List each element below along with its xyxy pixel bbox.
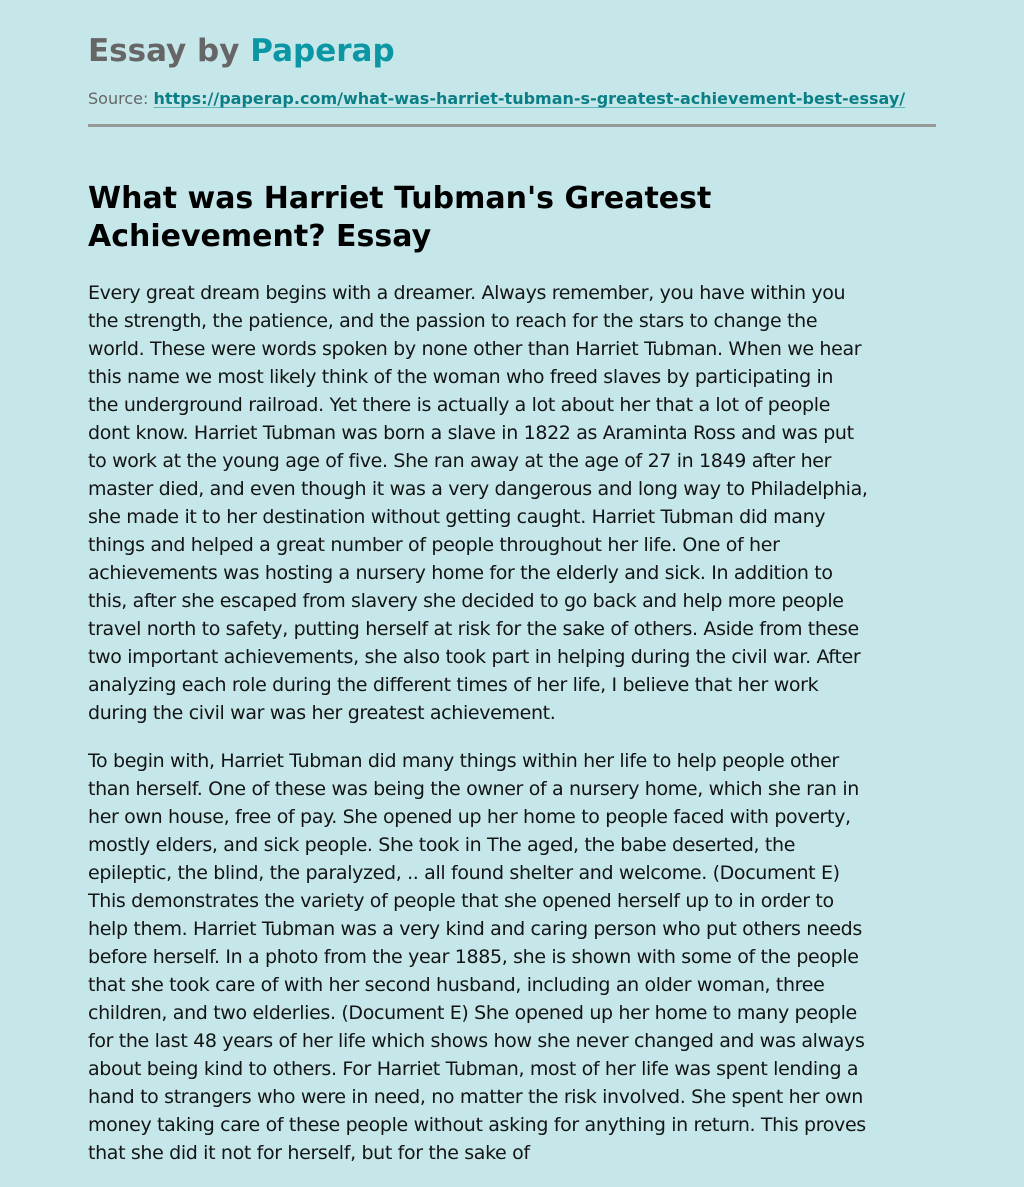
paragraph-line: the underground railroad. Yet there is actually a lot about her that a lot of people (88, 394, 831, 416)
paragraph-line: for the last 48 years of her life which shows how she never changed and was always (88, 1030, 865, 1052)
paragraph-line: two important achievements, she also took part in helping during the civil war. After (88, 646, 861, 668)
paragraph-line: during the civil war was her greatest achievement. (88, 702, 556, 724)
paragraph-line: this, after she escaped from slavery she decided to go back and help more people (88, 590, 844, 612)
source-label: Source: (88, 89, 149, 108)
paragraph-line: analyzing each role during the different times of her life, I believe that her work (88, 674, 819, 696)
paragraph-line: hand to strangers who were in need, no matter the risk involved. She spent her own (88, 1086, 863, 1108)
paragraph-line: this name we most likely think of the woman who freed slaves by participating in (88, 366, 834, 388)
paragraph-line: the strength, the patience, and the passion to reach for the stars to change the (88, 310, 818, 332)
paragraph-line: mostly elders, and sick people. She took in The aged, the babe deserted, the (88, 834, 796, 856)
paragraph-line: children, and two elderlies. (Document E) She opened up her home to many people (88, 1002, 857, 1024)
essay-title-line-1: What was Harriet Tubman's Greatest (88, 181, 712, 216)
paragraph-line: that she took care of with her second husband, including an older woman, three (88, 974, 825, 996)
paragraph-line: she made it to her destination without getting caught. Harriet Tubman did many (88, 506, 826, 528)
paragraph-line: about being kind to others. For Harriet Tubman, most of her life was spent lending a (88, 1058, 859, 1080)
essay-title-line-2: Achievement? Essay (88, 219, 432, 254)
site-brand (88, 31, 395, 71)
paragraph-line: This demonstrates the variety of people that she opened herself up to in order to (88, 890, 834, 912)
essay-title (88, 180, 938, 256)
paragraph-line: before herself. In a photo from the year 1885, she is shown with some of the people (88, 946, 859, 968)
paragraph-line: Every great dream begins with a dreamer. Always remember, you have within you (88, 282, 846, 304)
source-link[interactable]: https://paperap.com/what-was-harriet-tubman-s-greatest-achievement-best-essay/ (153, 89, 906, 108)
paragraph-line: that she did it not for herself, but for the sake of (88, 1142, 530, 1164)
paragraph-line: her own house, free of pay. She opened up her home to people faced with poverty, (88, 806, 851, 828)
paragraph-line: things and helped a great number of people throughout her life. One of her (88, 534, 780, 556)
brand-prefix: Essay by (88, 33, 251, 69)
paragraph-line: travel north to safety, putting herself at risk for the sake of others. Aside from these (88, 618, 859, 640)
paragraph-line: epileptic, the blind, the paralyzed, .. all found shelter and welcome. (Document E) (88, 862, 840, 884)
paragraph-line: dont know. Harriet Tubman was born a slave in 1822 as Araminta Ross and was put (88, 422, 854, 444)
brand-name: Paperap (250, 33, 395, 69)
paragraph-2 (88, 747, 948, 1167)
paragraph-line: achievements was hosting a nursery home for the elderly and sick. In addition to (88, 562, 833, 584)
paragraph-line: to work at the young age of five. She ran away at the age of 27 in 1849 after her (88, 450, 832, 472)
paragraph-line: money taking care of these people without asking for anything in return. This proves (88, 1114, 866, 1136)
paragraph-line: help them. Harriet Tubman was a very kind and caring person who put others needs (88, 918, 862, 940)
paragraph-1 (88, 279, 948, 727)
paragraph-line: than herself. One of these was being the owner of a nursery home, which she ran in (88, 778, 859, 800)
paragraph-line: To begin with, Harriet Tubman did many things within her life to help people other (88, 750, 839, 772)
paragraph-line: master died, and even though it was a very dangerous and long way to Philadelphia, (88, 478, 868, 500)
header-divider (88, 124, 936, 127)
source-line (88, 88, 905, 110)
paragraph-line: world. These were words spoken by none other than Harriet Tubman. When we hear (88, 338, 862, 360)
